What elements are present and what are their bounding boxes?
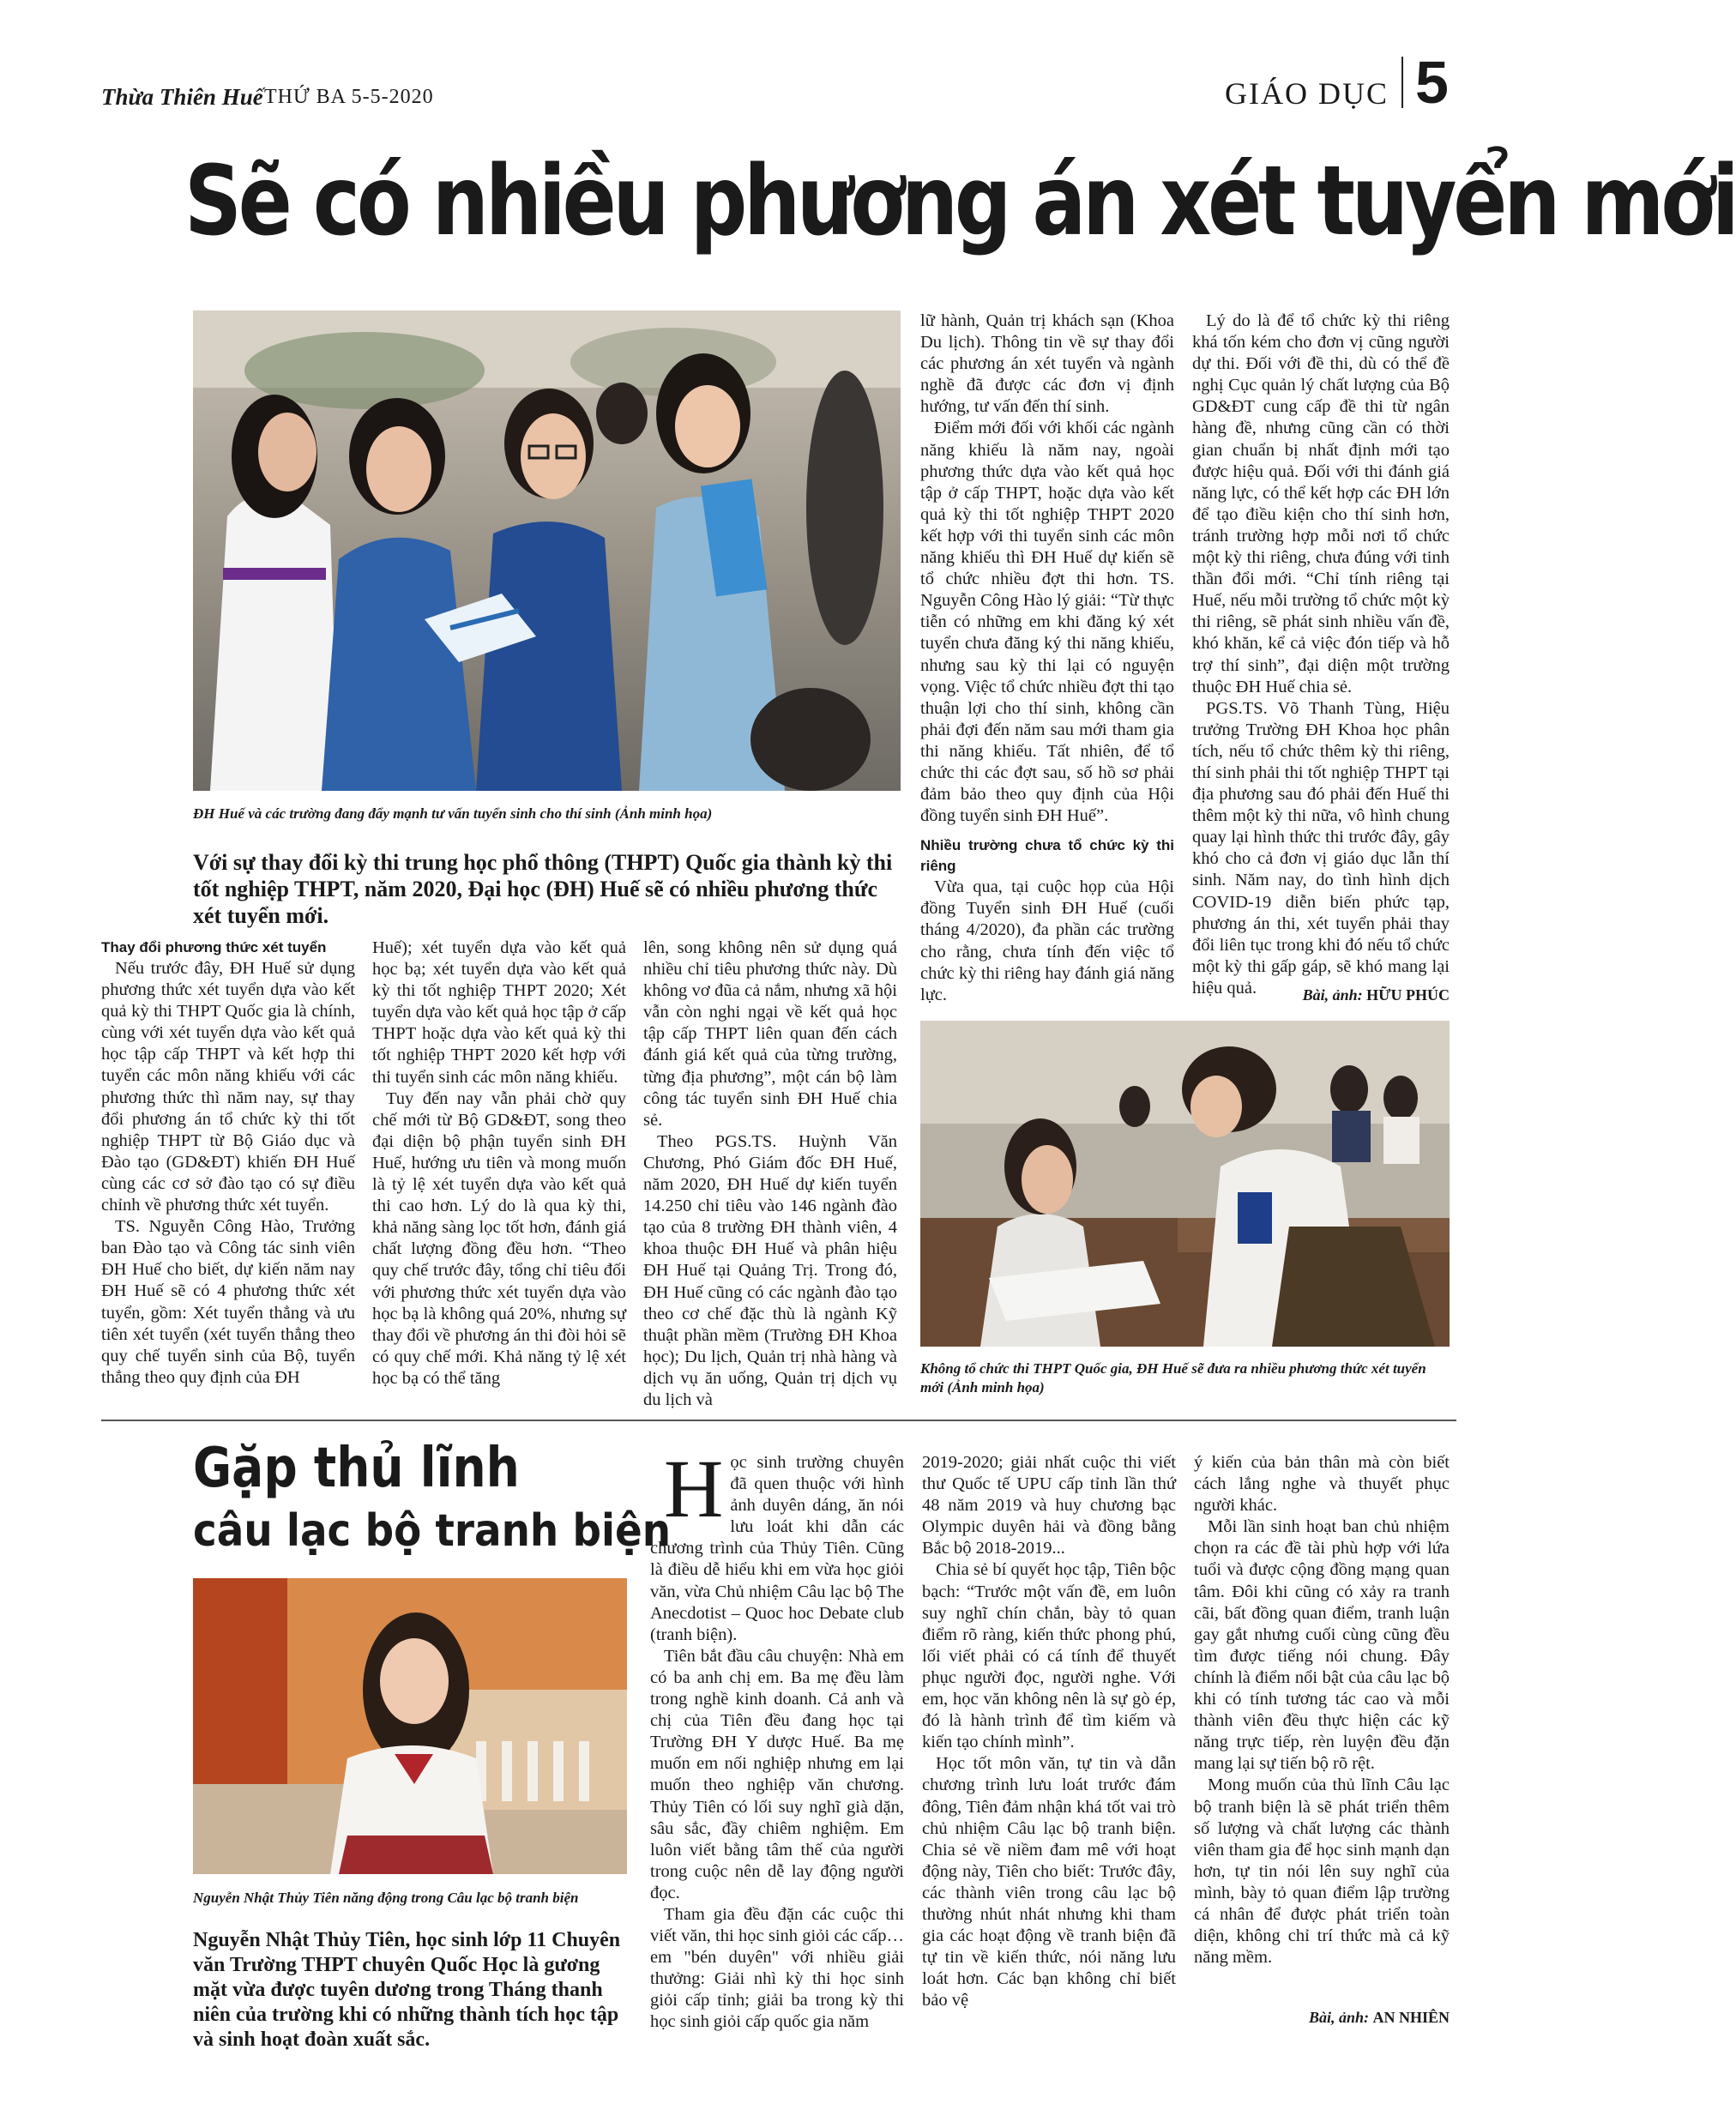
article1-byline: Bài, ảnh: HỮU PHÚC xyxy=(1302,986,1450,1004)
paragraph: Vừa qua, tại cuộc họp của Hội đồng Tuyển sinh ĐH Huế (cuối tháng 4/2020), đa phần các trường cho rằng, chưa tính đến việc tổ chức kỳ thi riêng hay đánh giá năng lực. xyxy=(920,877,1174,1004)
article1-column-4 xyxy=(920,310,1174,1006)
dropcap-letter: H xyxy=(664,1443,724,1534)
paragraph: Học tốt môn văn, tự tin và dẫn chương trình lưu loát trước đám đông, Tiên đảm nhận khá tốt vai trò chủ nhiệm Câu lạc bộ tranh biện. Chia sẻ về niềm đam mê với hoạt động này, Tiên cho biết: Trước đây, các thành viên trong câu lạc bộ thường nhút nhát nhưng khi tham gia các hoạt động về tranh biện đã tự tin về kiến thức, nói năng lưu loát hơn. Các bạn không chỉ biết bảo vệ xyxy=(922,1754,1176,2010)
issue-date: THỨ BA 5-5-2020 xyxy=(264,86,434,108)
paragraph: Chia sẻ bí quyết học tập, Tiên bộc bạch: “Trước một vấn đề, em luôn suy nghĩ chín chắn, bày tỏ quan điểm rõ ràng, kiến thức phong phú, lối viết phải có cá tính để thuyết phục người đọc, người nghe. Với em, học văn không nên là sự gò ép, đó là hành trình để tìm kiếm và kiến tạo chính mình”. xyxy=(922,1560,1176,1752)
article2-lead: Nguyễn Nhật Thủy Tiên, học sinh lớp 11 Chuyên văn Trường THPT chuyên Quốc Học là gương mặt vừa được tuyên dương trong Tháng thanh niên của trường khi có những thành tích học tập và sinh hoạt đoàn xuất sắc. xyxy=(193,1929,621,2051)
article1-column-5 xyxy=(1192,310,1450,999)
paragraph: Tiên bắt đầu câu chuyện: Nhà em có ba anh chị em. Ba mẹ đều làm trong nghề kinh doanh. Cả anh và chị của Tiên đều đang học tại Trường ĐH Y dược Huế. Ba mẹ muốn em nối nghiệp nhưng em lại muốn theo nghiệp văn chương. Thủy Tiên có lối suy nghĩ già dặn, sâu sắc, đầy chiêm nghiệm. Em luôn viết bằng tâm thế của người trong cuộc nên dễ lay động người đọc. xyxy=(650,1646,904,1902)
paragraph: Tham gia đều đặn các cuộc thi viết văn, thi học sinh giỏi các cấp… em "bén duyên" với nhiều giải thưởng: Giải nhì kỳ thi học sinh giỏi cấp tỉnh; giải ba trong kỳ thi học sinh giỏi cấp quốc gia năm xyxy=(650,1904,904,2032)
article2-column-3 xyxy=(1194,1452,1450,1968)
article1-column-2 xyxy=(372,937,626,1390)
paragraph: Mỗi lần sinh hoạt ban chủ nhiệm chọn ra các đề tài phù hợp với lứa tuổi và được cộng đồng mạng quan tâm. Đôi khi cũng có xảy ra tranh cãi, bất đồng quan điểm, tranh luận gay gắt nhưng cuối cùng cũng đều tìm được tiếng nói chung. Đây chính là điểm nổi bật của câu lạc bộ khi có tính tương tác cao và mỗi thành viên đều thực hiện các kỹ năng trực tiếp, rèn luyện đều đặn mang lại sự tiến bộ rõ rệt. xyxy=(1194,1517,1450,1774)
subheading-schools-no-separate-exam: Nhiều trường chưa tổ chức kỳ thi riêng xyxy=(920,837,1174,875)
article1-column-1 xyxy=(101,937,355,1389)
article1-headline: Sẽ có nhiều phương án xét tuyển mới xyxy=(184,146,1736,257)
article1-photo-exam-room xyxy=(920,1021,1450,1347)
paragraph: PGS.TS. Võ Thanh Tùng, Hiệu trưởng Trường ĐH Khoa học phân tích, nếu tổ chức thêm kỳ thi riêng, thí sinh phải thi tốt nghiệp THPT tại địa phương sau đó phải đến Huế thi thêm một kỳ thi nữa, vô hình chung quay lại hình thức thi trước đây, gây khó cho cả đơn vị giáo dục lẫn thí sinh. Năm nay, do tình hình dịch COVID-19 diễn biến phức tạp, phương án thi, xét tuyển phải thay đổi liên tục trong khi đó nếu tổ chức một kỳ thi gấp gáp, sẽ khó mang lại hiệu quả. xyxy=(1192,698,1450,998)
author-name: HỮU PHÚC xyxy=(1366,986,1450,1004)
paragraph: Nếu trước đây, ĐH Huế sử dụng phương thức xét tuyển dựa vào kết quả kỳ thi THPT Quốc gia là chính, cùng với xét tuyển dựa vào kết quả học tập cấp THPT và kết hợp thi tuyển các môn năng khiếu với các phương thức thì năm nay, sự thay đổi phương án tổ chức kỳ thi tốt nghiệp THPT từ Bộ Giáo dục và Đào tạo (GD&ĐT) khiến ĐH Huế cùng các cơ sở đào tạo có sự điều chỉnh về phương thức xét tuyển. xyxy=(101,959,355,1215)
article2-column-1 xyxy=(650,1443,904,2034)
article2-photo-student xyxy=(193,1578,627,1874)
paragraph: ý kiến của bản thân mà còn biết cách lắng nghe và thuyết phục người khác. xyxy=(1194,1453,1450,1516)
article2-byline: Bài, ảnh: AN NHIÊN xyxy=(1308,2009,1450,2026)
paragraph: 2019-2020; giải nhất cuộc thi viết thư Quốc tế UPU cấp tỉnh lần thứ 48 năm 2019 và huy chương bạc Olympic duyên hải và đồng bằng Bắc bộ 2018-2019... xyxy=(922,1453,1176,1558)
paragraph: lữ hành, Quản trị khách sạn (Khoa Du lịch). Thông tin về sự thay đổi các phương án xét tuyển và ngành nghề đã được các đơn vị định hướng, tư vấn đến thí sinh. xyxy=(920,311,1174,417)
article2-headline-line1: Gặp thủ lĩnh xyxy=(193,1437,520,1500)
newspaper-brand: Thừa Thiên Huế xyxy=(101,84,263,110)
article1-photo-students xyxy=(193,310,901,791)
paragraph: Điểm mới đối với khối các ngành năng khiếu là năm nay, ngoài phương thức dựa vào kết quả học tập ở cấp THPT, hoặc dựa vào kết quả kỳ thi tốt nghiệp THPT 2020 kết hợp với thi tuyển sinh các môn năng khiếu thì ĐH Huế dự kiến sẽ tổ chức nhiều đợt thi hơn. TS. Nguyễn Công Hào lý giải: “Từ thực tiễn có những em khi đăng ký xét tuyển chưa đăng ký thi năng khiếu, nhưng sau kỳ thi lại có nguyện vọng. Việc tổ chức nhiều đợt thi tạo thuận lợi cho thí sinh, không cần phải đợi đến năm sau mới tham gia thi năng khiếu. Tất nhiên, để tổ chức thi các đợt sau, số hồ sơ phải đảm bảo theo quy định của Hội đồng tuyển sinh ĐH Huế”. xyxy=(920,419,1174,826)
header-divider xyxy=(1401,57,1403,108)
article-divider xyxy=(101,1420,1456,1421)
paragraph: ọc sinh trường chuyên đã quen thuộc với hình ảnh duyên dáng, ăn nói lưu loát khi dẫn các chương trình của Thủy Tiên. Cũng là điều dễ hiểu khi em vừa học giỏi văn, vừa Chủ nhiệm Câu lạc bộ The Anecdotist – Quoc hoc Debate club (tranh biện). xyxy=(650,1453,904,1644)
paragraph: Lý do là để tổ chức kỳ thi riêng khá tốn kém cho đơn vị cũng người dự thi. Đối với đề thi, dù có thể đề nghị Cục quản lý chất lượng của Bộ GD&ĐT cung cấp đề thi từ ngân hàng đề, nhưng cũng cần có thời gian chuẩn bị nhất định mới tạo được hiệu quả. Đối với thi đánh giá năng lực, có thể kết hợp các ĐH lớn để tạo điều kiện cho thí sinh hơn, tránh trường hợp mỗi nơi tổ chức một kỳ thi riêng, chưa đúng với tinh thần đổi mới. “Chỉ tính riêng tại Huế, nếu mỗi trường tổ chức một kỳ thi riêng, sẽ phát sinh nhiều vấn đề, khó khăn, kể cả việc đón tiếp và hỗ trợ thí sinh”, đại diện một trường thuộc ĐH Huế chia sẻ. xyxy=(1192,311,1450,696)
section-title: GIÁO DỤC xyxy=(1225,76,1389,111)
paragraph: TS. Nguyễn Công Hào, Trưởng ban Đào tạo và Công tác sinh viên ĐH Huế cho biết, dự kiến năm nay ĐH Huế sẽ có 4 phương thức xét tuyển, gồm: Xét tuyển thẳng và ưu tiên xét tuyển (xét tuyển thẳng theo quy chế tuyển sinh của Bộ, tuyển thẳng theo quy định của ĐH xyxy=(101,1217,355,1387)
page-number: 5 xyxy=(1415,49,1449,116)
paragraph: Mong muốn của thủ lĩnh Câu lạc bộ tranh biện là sẽ phát triển thêm số lượng và chất lượng các thành viên tham gia để học sinh mạnh dạn hơn, tự tin nói lên suy nghĩ của mình, bày tỏ quan điểm lập trường cá nhân để được phát triển toàn diện, không chỉ trí thức mà cả kỹ năng mềm. xyxy=(1194,1775,1450,1968)
paragraph: Theo PGS.TS. Huỳnh Văn Chương, Phó Giám đốc ĐH Huế, năm 2020, ĐH Huế dự kiến tuyển 14.250 chỉ tiêu vào 146 ngành đào tạo của 8 trường ĐH thành viên, 4 khoa thuộc ĐH Huế và phân hiệu ĐH Huế tại Quảng Trị. Trong đó, ĐH Huế cũng có các ngành đào tạo theo cơ chế đặc thù là ngành Kỹ thuật phần mềm (Trường ĐH Khoa học); Du lịch, Quản trị nhà hàng và dịch vụ ăn uống, Quản trị dịch vụ du lịch và xyxy=(643,1131,897,1409)
article1-lead: Với sự thay đổi kỳ thi trung học phổ thông (THPT) Quốc gia thành kỳ thi tốt nghiệp THPT, năm 2020, Đại học (ĐH) Huế sẽ có nhiều phương thức xét tuyển mới. xyxy=(193,850,893,928)
article1-column-3 xyxy=(643,937,897,1411)
subheading-change-methods: Thay đổi phương thức xét tuyển xyxy=(101,939,327,955)
author-name: AN NHIÊN xyxy=(1372,2009,1450,2026)
article1-photo2-caption: Không tổ chức thi THPT Quốc gia, ĐH Huế sẽ đưa ra nhiều phương thức xét tuyển mới (Ảnh minh họa) xyxy=(920,1360,1426,1396)
article2-column-2 xyxy=(922,1452,1176,2011)
article1-photo1-caption: ĐH Huế và các trường đang đẩy mạnh tư vấn tuyển sinh cho thí sinh (Ảnh minh họa) xyxy=(193,805,713,822)
article2-photo-caption: Nguyễn Nhật Thủy Tiên năng động trong Câu lạc bộ tranh biện xyxy=(193,1890,579,1906)
paragraph: lên, song không nên sử dụng quá nhiều chỉ tiêu phương thức này. Dù không vơ đũa cả nắm, nhưng xã hội vẫn còn nghi ngại về kết quả học tập cấp THPT liên quan đến cách đánh giá kết quả của từng trường, từng địa phương”, một cán bộ làm công tác tuyển sinh ĐH Huế chia sẻ. xyxy=(643,938,897,1130)
paragraph: Huế); xét tuyển dựa vào kết quả học bạ; xét tuyển dựa vào kết quả kỳ thi tốt nghiệp THPT 2020; Xét tuyển dựa vào kết quả học tập ở cấp THPT hoặc dựa vào kết quả kỳ thi tốt nghiệp THPT 2020 kết hợp với thi tuyển sinh các môn năng khiếu. xyxy=(372,938,626,1087)
article2-headline-line2: câu lạc bộ tranh biện xyxy=(193,1505,672,1557)
paragraph: Tuy đến nay vẫn phải chờ quy chế mới từ Bộ GD&ĐT, song theo đại diện bộ phận tuyển sinh ĐH Huế, hướng ưu tiên và mong muốn là tỷ lệ xét tuyển dựa vào kết quả thi cao hơn. Lý do là qua kỳ thi, khả năng sàng lọc tốt hơn, đánh giá chất lượng đồng đều hơn. “Theo quy chế trước đây, tổng chỉ tiêu đối với phương thức xét tuyển dựa vào học bạ là không quá 20%, nhưng sự thay đổi về phương án thi đòi hỏi sẽ có quy chế mới. Khả năng tỷ lệ xét học bạ có thể tăng xyxy=(372,1088,626,1388)
